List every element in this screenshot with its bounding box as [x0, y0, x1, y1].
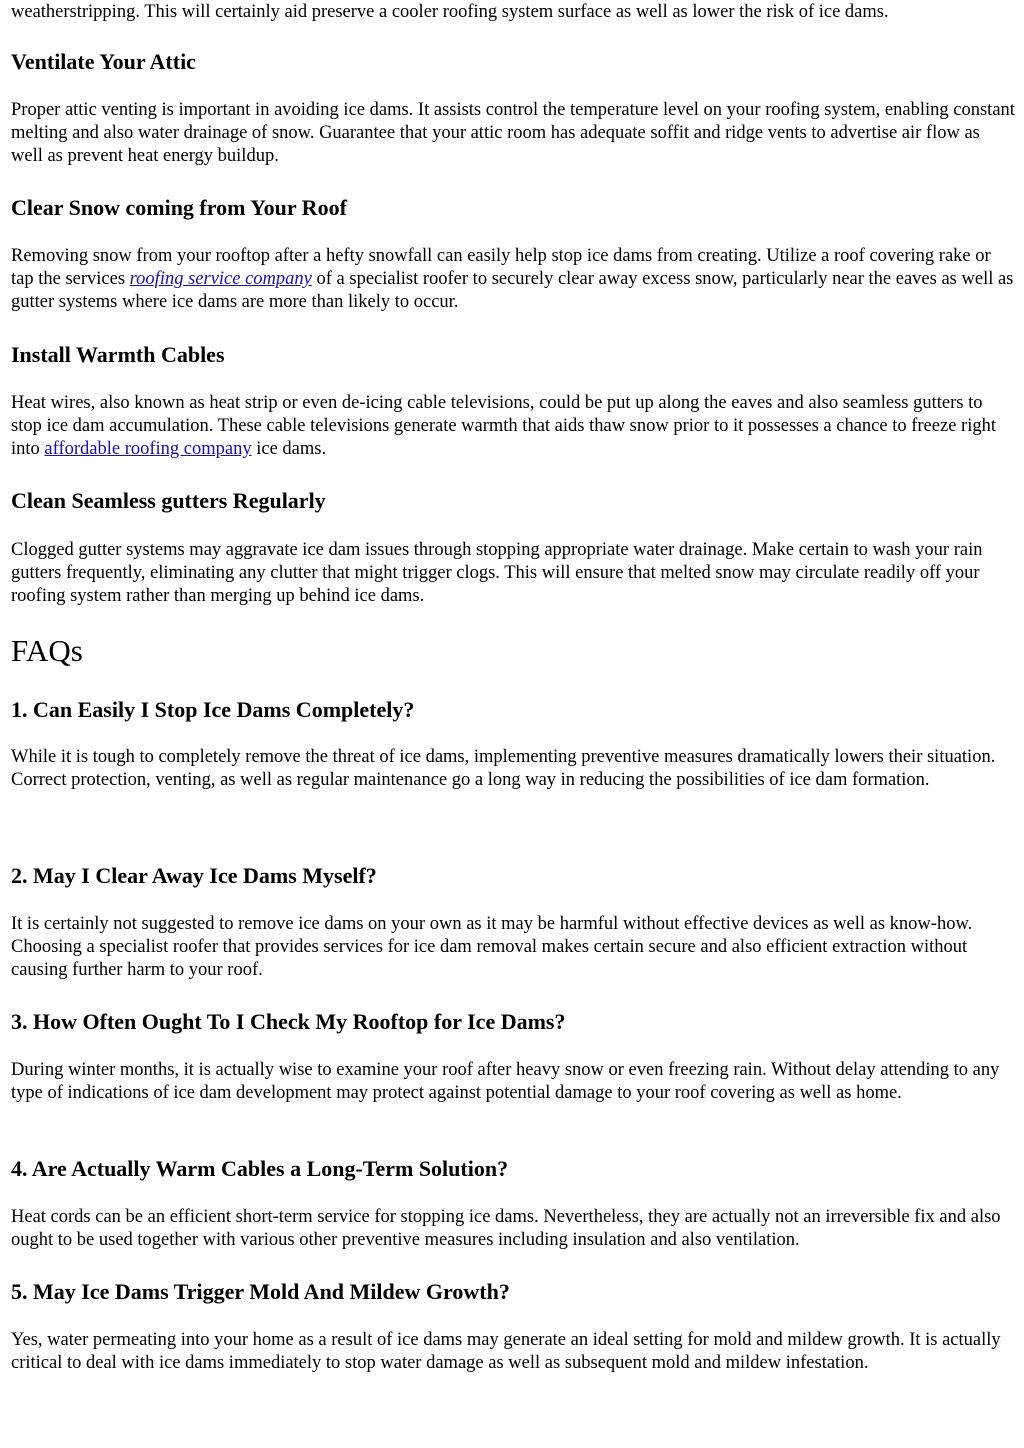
roofing-service-company-link[interactable]: roofing service company	[129, 269, 312, 289]
faq-question-3: 3. How Often Ought To I Check My Rooftop for Ice Dams?	[11, 1009, 566, 1034]
intro-paragraph-tail: weatherstripping. This will certainly aid preserve a cooler roofing system surface as well as lower the risk of ice dams.	[11, 2, 889, 22]
paragraph-clear-snow-text-start: Removing snow from your rooftop after a hefty snowfall can easily help stop ice dams from creating. Utilize a roof covering rake or tap the services	[11, 246, 991, 289]
faq-answer-1: While it is tough to completely remove the threat of ice dams, implementing preventive measures dramatically lowers their situation. Correct protection, venting, as well as regular maintenance go a long way in reducing the possibilities of ice dam formation.	[11, 747, 996, 790]
faq-question-5: 5. May Ice Dams Trigger Mold And Mildew Growth?	[11, 1279, 510, 1304]
faq-answer-5: Yes, water permeating into your home as a result of ice dams may generate an ideal setting for mold and mildew growth. It is actually critical to deal with ice dams immediately to stop water damage as well as subsequent mold and mildew infestation.	[11, 1330, 1001, 1373]
faq-answer-3: During winter months, it is actually wise to examine your roof after heavy snow or even freezing rain. Without delay attending to any type of indications of ice dam development may protect against potential damage to your roof covering as well as home.	[11, 1060, 1000, 1103]
faq-answer-2: It is certainly not suggested to remove ice dams on your own as it may be harmful without effective devices as well as know-how. Choosing a specialist roofer that provides services for ice dam removal makes certain secure and also efficient extraction without causing further harm to your roof.	[11, 914, 973, 980]
faq-question-2: 2. May I Clear Away Ice Dams Myself?	[11, 863, 377, 888]
faq-question-1: 1. Can Easily I Stop Ice Dams Completely?	[11, 697, 415, 722]
paragraph-clear-snow-text-end: of a specialist roofer to securely clear away excess snow, particularly near the eaves as well as gutter systems where ice dams are more than likely to occur.	[11, 269, 1014, 312]
affordable-roofing-company-link[interactable]: affordable roofing company	[44, 439, 252, 459]
heading-clear-snow: Clear Snow coming from Your Roof	[11, 195, 347, 220]
faq-answer-4: Heat cords can be an efficient short-term service for stopping ice dams. Nevertheless, they are actually not an irreversible fix and also ought to be used together with various other preventive measures including insulation and also ventilation.	[11, 1207, 1001, 1250]
faq-question-4: 4. Are Actually Warm Cables a Long-Term Solution?	[11, 1156, 509, 1181]
paragraph-install-cables-text-start: Heat wires, also known as heat strip or even de-icing cable televisions, could be put up along the eaves and also seamless gutters to stop ice dam accumulation. These cable televisions generate warmth that aids thaw snow prior to it possesses a chance to freeze right into	[11, 393, 996, 459]
heading-ventilate-attic: Ventilate Your Attic	[11, 49, 196, 74]
heading-install-cables: Install Warmth Cables	[11, 342, 225, 367]
faqs-title: FAQs	[11, 633, 83, 668]
paragraph-install-cables-text-end: ice dams.	[251, 439, 327, 459]
paragraph-clean-gutters: Clogged gutter systems may aggravate ice dam issues through stopping appropriate water drainage. Make certain to wash your rain gutters frequently, eliminating any clutter that might trigger clogs. This will ensure that melted snow may circulate readily off your roofing system rather than merging up behind ice dams.	[11, 540, 983, 606]
heading-clean-gutters: Clean Seamless gutters Regularly	[11, 488, 326, 513]
paragraph-clear-snow	[11, 245, 1016, 314]
paragraph-install-cables	[11, 392, 1016, 461]
paragraph-ventilate-attic: Proper attic venting is important in avoiding ice dams. It assists control the temperature level on your roofing system, enabling constant melting and also water drainage of snow. Guarantee that your attic room has adequate soffit and ridge vents to advertise air flow as well as prevent heat energy buildup.	[11, 100, 1015, 166]
